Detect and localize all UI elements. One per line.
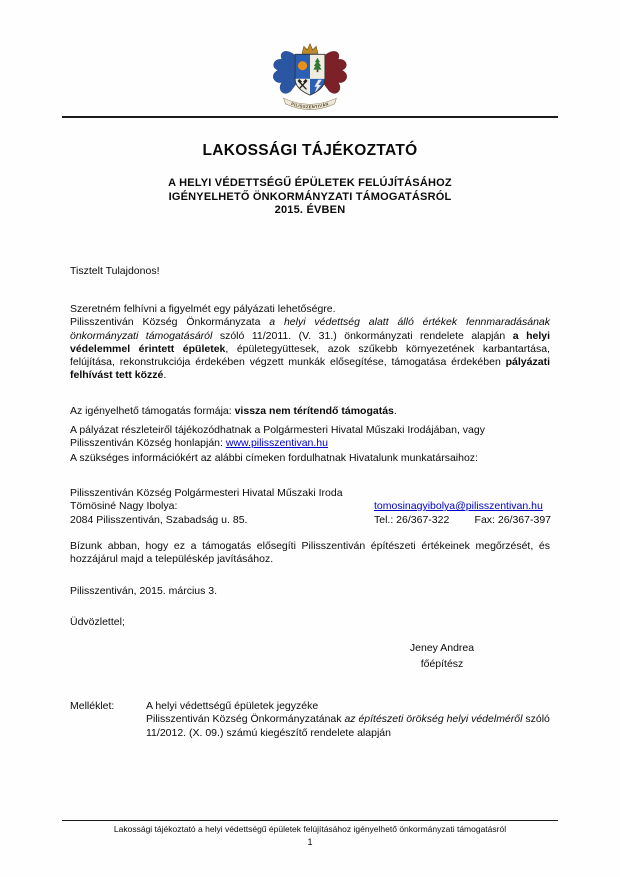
details-text: A pályázat részleteiről tájékozódhatnak a Polgármesteri Hivatal Műszaki Irodájában, vagy Pilisszentiván Község honlapján:: [70, 424, 485, 450]
footer-text: Lakossági tájékoztató a helyi védettségű épületek felújításához igényelhető önkormányzati támogatásról: [113, 824, 507, 834]
page-subtitle: [0, 177, 620, 218]
contact-block-left: [70, 487, 370, 527]
main-paragraph-text: , épületegyüttesek, azok szűkebb környezetének karbantartása, felújítása, rekonstrukciója érdekében végzett munkák elősegítése, támogatása érdekében: [70, 342, 551, 369]
header-divider-line: [62, 116, 558, 118]
contact-block-right: [374, 500, 551, 527]
website-link[interactable]: www.pilisszentivan.hu: [225, 437, 328, 450]
regards: Üdvözlettel;: [70, 616, 125, 628]
subtitle-line-1: A HELYI VÉDETTSÉGŰ ÉPÜLETEK FELÚJÍTÁSÁHOZ: [168, 177, 452, 189]
footer-divider-line: [62, 820, 558, 821]
intro-sentence: Szeretném felhívni a figyelmét egy pályázati lehetőségre.: [70, 303, 336, 315]
coat-of-arms-graphic: [266, 42, 354, 114]
attachment-text: szóló 11/2012. (X. 09.) számú kiegészítő rendelete alapján: [146, 713, 550, 739]
main-paragraph-text: Pilisszentiván Község Önkormányzata: [70, 316, 270, 329]
mantling-left: [273, 51, 296, 93]
support-form-text: Az igényelhető támogatás formája:: [70, 405, 235, 417]
protected-buildings-bold: a helyi védelemmel érintett épületek: [70, 329, 550, 355]
main-paragraph-text: szóló 11/2011. (V. 31.) önkormányzati rendelete alapján: [212, 329, 513, 342]
page-title: LAKOSSÁGI TÁJÉKOZTATÓ: [202, 142, 418, 159]
crown-icon: [302, 44, 318, 54]
subtitle-line-2: IGÉNYELHETŐ ÖNKORMÁNYZATI TÁMOGATÁSRÓL: [168, 190, 452, 203]
contact-tel: Tel.: 26/367-322: [374, 513, 450, 526]
closing-hope-paragraph: Bízunk abban, hogy ez a támogatás elősegíti Pilisszentiván építészeti értékeinek megőrzését, és hozzájárul majd a településkép javításához.: [70, 540, 550, 566]
support-form-line: [70, 405, 550, 418]
main-paragraph-text: .: [163, 369, 167, 382]
email-link[interactable]: tomosinagyibolya@pilisszentivan.hu: [374, 500, 543, 513]
contact-office: Pilisszentiván Község Polgármesteri Hivatal Műszaki Iroda: [70, 487, 343, 499]
non-refundable-support-bold: vissza nem térítendő támogatás: [234, 405, 394, 417]
details-paragraph: [70, 424, 550, 451]
contact-person: Tömösiné Nagy Ibolya:: [70, 500, 178, 513]
contact-fax: Fax: 26/367-397: [474, 513, 551, 526]
signer-name: Jeney Andrea: [409, 642, 475, 654]
subtitle-line-3: 2015. ÉVBEN: [274, 204, 346, 216]
regulation-title-italic: a helyi védettség alatt álló értékek fennmaradásának önkormányzati támogatásáról: [70, 316, 550, 342]
support-form-text: .: [393, 405, 397, 417]
salutation: Tisztelt Tulajdonos!: [70, 265, 160, 277]
heritage-decree-italic: az építészeti örökség helyi védelméről: [344, 713, 523, 726]
attachment-label: Melléklet:: [70, 700, 115, 712]
call-for-tender-bold: pályázati felhívást tett közzé: [70, 356, 550, 382]
info-line: A szükséges információkért az alábbi címeken fordulhatnak Hivatalunk munkatársaihoz:: [70, 452, 478, 464]
shield-quarters: [295, 54, 325, 98]
main-paragraph: [70, 316, 550, 382]
signature-block: [332, 641, 552, 672]
signer-title: főépítész: [420, 657, 464, 670]
crest-banner-text: PILISSZENTIVÁN: [290, 101, 330, 110]
mantling-right: [324, 51, 347, 93]
municipal-coat-of-arms: [266, 42, 354, 119]
attachment-text: Pilisszentiván Község Önkormányzatának: [146, 713, 345, 726]
dateline: Pilisszentiván, 2015. március 3.: [70, 585, 218, 597]
page-number: 1: [307, 837, 313, 847]
contact-address: 2084 Pilisszentiván, Szabadság u. 85.: [70, 513, 248, 526]
attachment-body: [146, 700, 550, 740]
attachment-line-2: [146, 713, 550, 740]
sun-icon: [298, 61, 307, 70]
attachment-section: [70, 700, 550, 740]
attachment-line-1: A helyi védettségű épületek jegyzéke: [146, 700, 319, 712]
